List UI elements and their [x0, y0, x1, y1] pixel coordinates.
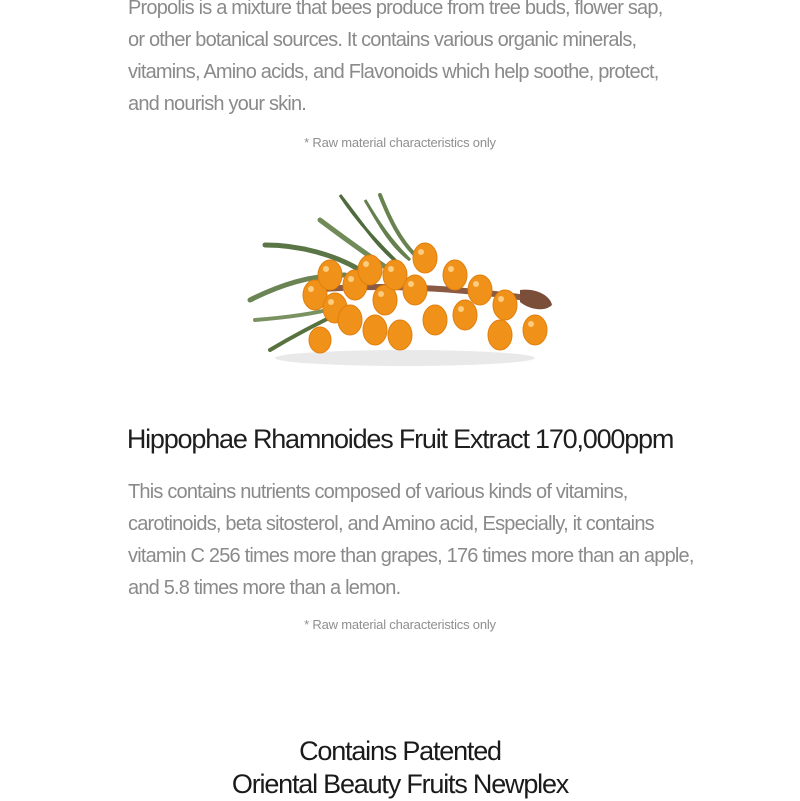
propolis-description-line: or other botanical sources. It contains various organic minerals, — [128, 29, 637, 51]
hippophae-description-line: vitamin C 256 times more than grapes, 176 times more than an apple, — [128, 545, 694, 567]
hippophae-description-line: This contains nutrients composed of various kinds of vitamins, — [128, 481, 628, 503]
sea-buckthorn-berries-icon — [240, 190, 560, 370]
hippophae-description-line: and 5.8 times more than a lemon. — [128, 577, 401, 599]
hippophae-description — [128, 476, 694, 604]
propolis-description-line: Propolis is a mixture that bees produce from tree buds, flower sap, — [128, 0, 663, 19]
hippophae-title: Hippophae Rhamnoides Fruit Extract 170,000ppm — [126, 424, 674, 454]
hippophae-description-line: carotinoids, beta sitosterol, and Amino acid, Especially, it contains — [128, 513, 654, 535]
branch-tip — [520, 290, 552, 310]
propolis-description-line: and nourish your skin. — [128, 93, 307, 115]
hippophae-disclaimer: * Raw material characteristics only — [304, 617, 496, 632]
propolis-description-line: vitamins, Amino acids, and Flavonoids which help soothe, protect, — [128, 61, 659, 83]
newplex-title — [0, 735, 800, 801]
newplex-title-line: Contains Patented — [299, 736, 501, 766]
propolis-disclaimer: * Raw material characteristics only — [304, 135, 496, 150]
propolis-description — [128, 0, 688, 120]
newplex-title-line: Oriental Beauty Fruits Newplex — [231, 769, 569, 799]
shadow — [275, 350, 535, 366]
